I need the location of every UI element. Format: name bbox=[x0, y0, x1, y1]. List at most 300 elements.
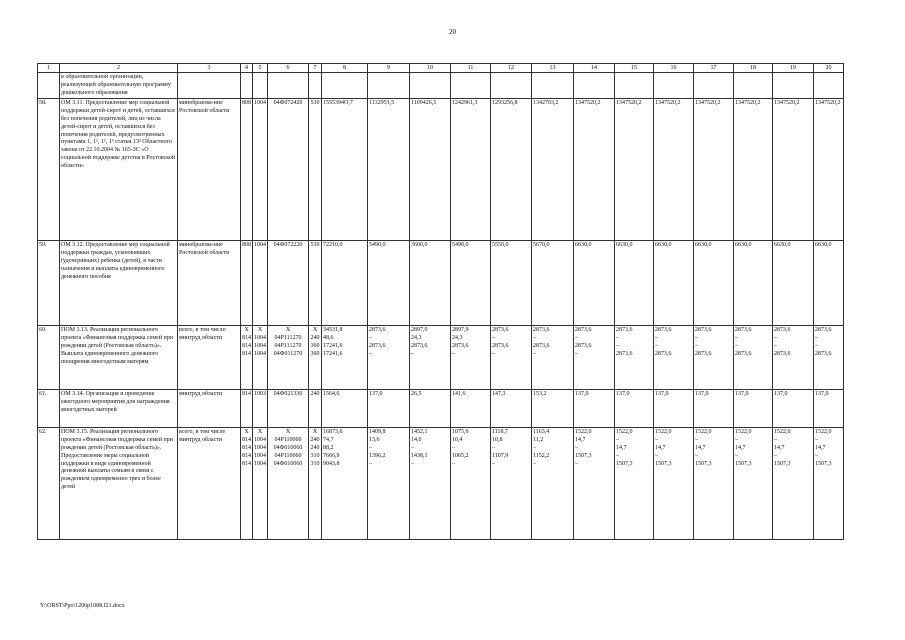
value-line: – bbox=[616, 452, 619, 459]
value-line: 1004 bbox=[254, 342, 266, 349]
value-cell bbox=[368, 428, 410, 540]
value-line: – bbox=[815, 452, 818, 459]
value-line: 2873,6 bbox=[492, 342, 509, 349]
value-cell bbox=[268, 99, 309, 241]
value-line: 1004 bbox=[254, 460, 266, 467]
value-line: – bbox=[774, 452, 777, 459]
value-line: 1118,7 bbox=[492, 429, 509, 436]
value-cell bbox=[322, 99, 368, 241]
value-line: 7666,9 bbox=[323, 452, 340, 459]
table-cell bbox=[615, 73, 654, 99]
value-line: 2873,6 bbox=[533, 342, 550, 349]
value-cell bbox=[322, 326, 368, 390]
value-cell bbox=[451, 326, 491, 390]
value-line: Х bbox=[257, 429, 263, 436]
file-path-footer: Y:\ORST\Ppo\1206p1008.f21.docx bbox=[40, 603, 125, 609]
header-cell: 1 bbox=[38, 64, 60, 73]
value-line: 137,0 bbox=[695, 391, 709, 398]
value-line: – bbox=[369, 335, 372, 342]
value-line: – bbox=[575, 444, 578, 451]
value-cell bbox=[694, 241, 734, 326]
value-line: 2873,6 bbox=[735, 350, 752, 357]
row-name: ПОМ 3.15. Реализация регионального проекта «Финансовая поддержка семей при рождении детей (Ростовская область)». Предоставление меры социальной поддержки в виде единовременной денежной выплаты семьям в связи с рождением одновременно трех и более детей bbox=[60, 428, 178, 540]
header-cell: 13 bbox=[532, 64, 574, 73]
value-cell bbox=[694, 326, 734, 390]
value-cell bbox=[253, 326, 268, 390]
value-line: 1004 bbox=[254, 242, 266, 249]
value-line: 88,2 bbox=[323, 444, 334, 451]
value-line: 1152,2 bbox=[533, 452, 550, 459]
value-line: 04Ф010060 bbox=[273, 444, 303, 451]
value-line: 2873,6 bbox=[655, 327, 672, 334]
header-cell: 4 bbox=[241, 64, 253, 73]
value-line: – bbox=[533, 460, 536, 467]
value-cell bbox=[268, 390, 309, 428]
row-number: 61. bbox=[38, 390, 60, 428]
value-line: 17241,6 bbox=[323, 350, 343, 357]
value-line: 2873,6 bbox=[735, 327, 752, 334]
value-line: 6630,0 bbox=[655, 242, 672, 249]
table-cell bbox=[734, 73, 773, 99]
value-line: 14,7 bbox=[695, 444, 706, 451]
value-line: – bbox=[655, 452, 658, 459]
header-cell: 2 bbox=[60, 64, 178, 73]
value-line: 14,7 bbox=[575, 437, 586, 444]
header-cell: 17 bbox=[694, 64, 734, 73]
value-line: 1004 bbox=[254, 452, 266, 459]
value-cell bbox=[654, 390, 694, 428]
value-line: 14,7 bbox=[616, 444, 627, 451]
value-cell bbox=[694, 428, 734, 540]
value-line: 2873,6 bbox=[575, 342, 592, 349]
value-line: 2873,6 bbox=[815, 327, 832, 334]
value-line: 14,7 bbox=[774, 444, 785, 451]
row-number: 58. bbox=[38, 99, 60, 241]
value-cell bbox=[773, 326, 814, 390]
row-name: ПОМ 3.13. Реализация регионального проекта «Финансовая поддержка семей при рождении детей (Ростовская область)». Выплата единовременного денежного поощрения многодетным матерям bbox=[60, 326, 178, 390]
table-row bbox=[38, 428, 844, 540]
value-cell bbox=[814, 326, 844, 390]
value-line: – bbox=[735, 452, 738, 459]
value-line: 3600,0 bbox=[411, 242, 428, 249]
value-cell bbox=[410, 241, 451, 326]
value-line: – bbox=[774, 335, 777, 342]
value-line: 1522,0 bbox=[655, 429, 672, 436]
value-line: 04Ф072420 bbox=[273, 100, 303, 107]
value-line: 1347520,2 bbox=[815, 100, 841, 107]
value-line: 10,8 bbox=[492, 437, 503, 444]
value-line: 6630,0 bbox=[616, 242, 633, 249]
value-cell bbox=[814, 390, 844, 428]
value-line: 240 bbox=[310, 391, 320, 398]
budget-table bbox=[37, 63, 844, 540]
row-executor: всего, в том числе минтруд области bbox=[178, 428, 241, 540]
value-line: Х bbox=[312, 429, 318, 436]
table-cell bbox=[178, 73, 241, 99]
value-cell bbox=[734, 241, 773, 326]
value-cell bbox=[410, 390, 451, 428]
value-line: – bbox=[411, 444, 414, 451]
value-line: 04Ф021330 bbox=[273, 391, 303, 398]
value-line: 1293256,8 bbox=[492, 100, 518, 107]
header-cell: 20 bbox=[814, 64, 844, 73]
value-line: 1507,3 bbox=[575, 452, 592, 459]
value-line: – bbox=[695, 452, 698, 459]
value-line: 310 bbox=[310, 460, 320, 467]
value-line: 72210,0 bbox=[323, 242, 343, 249]
value-line: 14,7 bbox=[655, 444, 666, 451]
header-cell: 18 bbox=[734, 64, 773, 73]
value-line: Х bbox=[285, 327, 291, 334]
value-cell bbox=[814, 241, 844, 326]
value-cell bbox=[309, 241, 322, 326]
value-line: 04Р111270 bbox=[274, 342, 302, 349]
value-cell bbox=[309, 390, 322, 428]
value-cell bbox=[451, 241, 491, 326]
value-line: – bbox=[735, 342, 738, 349]
table-cell bbox=[532, 73, 574, 99]
value-line: 1004 bbox=[254, 444, 266, 451]
value-cell bbox=[773, 390, 814, 428]
value-line: 14,7 bbox=[815, 444, 826, 451]
value-cell bbox=[615, 241, 654, 326]
value-line: 814 bbox=[242, 335, 251, 342]
value-cell bbox=[368, 99, 410, 241]
value-line: – bbox=[616, 437, 619, 444]
value-line: 2897,9 bbox=[452, 327, 469, 334]
value-line: 240 bbox=[310, 444, 320, 451]
value-line: 14,0 bbox=[411, 437, 422, 444]
value-line: – bbox=[492, 444, 495, 451]
value-line: 6630,0 bbox=[774, 242, 791, 249]
value-line: 5670,0 bbox=[533, 242, 550, 249]
value-line: – bbox=[695, 437, 698, 444]
value-line: 360 bbox=[310, 350, 320, 357]
value-line: 814 bbox=[242, 460, 251, 467]
value-line: 2873,6 bbox=[695, 350, 712, 357]
value-line: 137,0 bbox=[616, 391, 630, 398]
table-cell bbox=[773, 73, 814, 99]
value-line: 530 bbox=[310, 242, 320, 249]
row-number: 62. bbox=[38, 428, 60, 540]
value-cell bbox=[532, 390, 574, 428]
value-cell bbox=[734, 326, 773, 390]
value-line: 814 bbox=[242, 342, 251, 349]
value-line: 9043,8 bbox=[323, 460, 340, 467]
value-cell bbox=[615, 326, 654, 390]
value-line: 1163,4 bbox=[533, 429, 550, 436]
value-line: 1564,6 bbox=[323, 391, 340, 398]
value-line: – bbox=[735, 437, 738, 444]
value-line: – bbox=[695, 335, 698, 342]
table-cell bbox=[368, 73, 410, 99]
value-cell bbox=[410, 326, 451, 390]
value-line: – bbox=[815, 342, 818, 349]
value-line: – bbox=[411, 350, 414, 357]
budget-table-container bbox=[37, 63, 844, 540]
header-cell: 16 bbox=[654, 64, 694, 73]
value-line: – bbox=[774, 342, 777, 349]
value-line: 141,6 bbox=[452, 391, 466, 398]
value-line: 2873,6 bbox=[616, 350, 633, 357]
value-line: – bbox=[815, 437, 818, 444]
value-line: 04Ф011270 bbox=[273, 350, 303, 357]
value-line: – bbox=[575, 350, 578, 357]
value-line: – bbox=[452, 444, 455, 451]
value-line: 1507,3 bbox=[774, 460, 791, 467]
value-line: 1065,2 bbox=[452, 452, 469, 459]
header-cell: 15 bbox=[615, 64, 654, 73]
value-line: 1004 bbox=[254, 100, 266, 107]
value-line: Х bbox=[312, 327, 318, 334]
value-cell bbox=[491, 99, 532, 241]
value-cell bbox=[451, 99, 491, 241]
value-cell bbox=[268, 241, 309, 326]
value-line: 17241,6 bbox=[323, 342, 343, 349]
value-line: – bbox=[452, 460, 455, 467]
value-cell bbox=[574, 390, 615, 428]
value-line: 04Ф072220 bbox=[273, 242, 303, 249]
value-line: – bbox=[411, 460, 414, 467]
value-cell bbox=[309, 428, 322, 540]
value-cell bbox=[368, 390, 410, 428]
row-number: 60. bbox=[38, 326, 60, 390]
value-line: 2873,6 bbox=[655, 350, 672, 357]
table-cell bbox=[491, 73, 532, 99]
value-line: 14,7 bbox=[735, 444, 746, 451]
value-line: 2897,9 bbox=[411, 327, 428, 334]
value-cell bbox=[734, 99, 773, 241]
value-cell bbox=[491, 428, 532, 540]
value-line: 814 bbox=[242, 350, 251, 357]
value-cell bbox=[532, 428, 574, 540]
table-row bbox=[38, 390, 844, 428]
value-cell bbox=[368, 241, 410, 326]
table-cell bbox=[451, 73, 491, 99]
value-cell bbox=[491, 326, 532, 390]
value-line: 24,3 bbox=[452, 335, 463, 342]
value-line: 1507,3 bbox=[695, 460, 712, 467]
value-cell bbox=[451, 390, 491, 428]
value-line: 04Р110060 bbox=[274, 452, 302, 459]
header-cell: 12 bbox=[491, 64, 532, 73]
value-line: – bbox=[533, 335, 536, 342]
value-line: 137,0 bbox=[774, 391, 788, 398]
value-line: – bbox=[369, 444, 372, 451]
value-line: Х bbox=[285, 429, 291, 436]
value-line: 1522,0 bbox=[695, 429, 712, 436]
value-line: 74,7 bbox=[323, 437, 334, 444]
value-cell bbox=[322, 241, 368, 326]
table-cell bbox=[253, 73, 268, 99]
value-cell bbox=[253, 241, 268, 326]
value-cell bbox=[491, 390, 532, 428]
row-executor: минобразова-ние Ростовской области bbox=[178, 99, 241, 241]
value-line: 2873,6 bbox=[575, 327, 592, 334]
value-line: 240 bbox=[310, 335, 320, 342]
value-cell bbox=[241, 428, 253, 540]
value-cell bbox=[491, 241, 532, 326]
page-number: 20 bbox=[449, 28, 456, 36]
value-cell bbox=[654, 241, 694, 326]
value-line: 153,2 bbox=[533, 391, 547, 398]
value-line: 310 bbox=[310, 452, 320, 459]
value-line: – bbox=[575, 335, 578, 342]
value-cell bbox=[574, 99, 615, 241]
row-name: ОМ 3.12. Предоставление мер социальной поддержки граждан, усыновивших (удочеривших) ребенка (детей), в части назначения и выплаты единовременного денежного пособия bbox=[60, 241, 178, 326]
value-line: 808 bbox=[242, 242, 251, 249]
value-cell bbox=[734, 390, 773, 428]
table-cell bbox=[309, 73, 322, 99]
value-line: – bbox=[735, 335, 738, 342]
value-cell bbox=[773, 428, 814, 540]
value-cell bbox=[615, 428, 654, 540]
value-line: – bbox=[815, 335, 818, 342]
value-cell bbox=[241, 99, 253, 241]
value-line: 16873,6 bbox=[323, 429, 343, 436]
value-line: 1132951,5 bbox=[369, 100, 395, 107]
value-cell bbox=[694, 99, 734, 241]
value-line: 2873,6 bbox=[369, 342, 386, 349]
header-cell: 6 bbox=[268, 64, 309, 73]
table-cell bbox=[322, 73, 368, 99]
value-cell bbox=[574, 326, 615, 390]
value-line: – bbox=[575, 460, 578, 467]
value-cell bbox=[268, 326, 309, 390]
value-line: 1409,8 bbox=[369, 429, 386, 436]
value-line: Х bbox=[244, 327, 249, 334]
value-line: – bbox=[533, 350, 536, 357]
value-line: – bbox=[655, 335, 658, 342]
value-line: 1522,0 bbox=[774, 429, 791, 436]
value-line: 6630,0 bbox=[695, 242, 712, 249]
value-cell bbox=[309, 99, 322, 241]
value-line: – bbox=[695, 342, 698, 349]
value-cell bbox=[410, 99, 451, 241]
table-cell bbox=[410, 73, 451, 99]
value-line: 48,6 bbox=[323, 335, 334, 342]
value-cell bbox=[532, 241, 574, 326]
value-line: 1004 bbox=[254, 350, 266, 357]
value-cell bbox=[309, 326, 322, 390]
value-line: 2873,6 bbox=[774, 327, 791, 334]
value-line: 2873,6 bbox=[452, 342, 469, 349]
value-line: – bbox=[369, 350, 372, 357]
value-line: Х bbox=[244, 429, 249, 436]
value-line: Х bbox=[257, 327, 263, 334]
value-cell bbox=[574, 241, 615, 326]
value-cell bbox=[814, 99, 844, 241]
value-line: – bbox=[616, 342, 619, 349]
value-line: 1555394О,7 bbox=[323, 100, 353, 107]
value-line: 6630,0 bbox=[575, 242, 592, 249]
header-cell: 7 bbox=[309, 64, 322, 73]
value-cell bbox=[253, 428, 268, 540]
table-cell bbox=[814, 73, 844, 99]
value-cell bbox=[654, 99, 694, 241]
table-row bbox=[38, 99, 844, 241]
value-line: – bbox=[492, 335, 495, 342]
row-name: в образовательной организации, реализующей образовательную программу дошкольного образования bbox=[60, 73, 178, 99]
row-name: ОМ 3.11. Предоставление мер социальной поддержки детей-сирот и детей, оставшихся без попечения родителей, лиц из числа детей-сирот и детей, оставшихся без попечения родителей, предусмотренных пунктами 1, 1¹, 1², 1³ статьи 13² Областного закона от 22.10.2004 № 165-ЗС «О социальной поддержке детства в Ростовской области» bbox=[60, 99, 178, 241]
value-line: 1507,3 bbox=[735, 460, 752, 467]
value-cell bbox=[734, 428, 773, 540]
value-line: 137,0 bbox=[815, 391, 829, 398]
value-line: 530 bbox=[310, 100, 320, 107]
row-number: 59. bbox=[38, 241, 60, 326]
value-line: 1452,1 bbox=[411, 429, 428, 436]
value-line: 1396,2 bbox=[369, 452, 386, 459]
value-cell bbox=[368, 326, 410, 390]
value-line: 1522,0 bbox=[815, 429, 832, 436]
value-line: 2873,6 bbox=[492, 327, 509, 334]
header-cell: 9 bbox=[368, 64, 410, 73]
value-line: – bbox=[655, 342, 658, 349]
value-line: 2873,6 bbox=[369, 327, 386, 334]
table-cell bbox=[654, 73, 694, 99]
header-cell: 11 bbox=[451, 64, 491, 73]
value-line: 137,0 bbox=[655, 391, 669, 398]
value-cell bbox=[253, 390, 268, 428]
value-line: 2873,6 bbox=[533, 327, 550, 334]
value-line: 1522,0 bbox=[616, 429, 633, 436]
value-cell bbox=[615, 99, 654, 241]
value-line: 6630,0 bbox=[815, 242, 832, 249]
value-line: 1004 bbox=[254, 335, 266, 342]
value-line: 1507,3 bbox=[616, 460, 633, 467]
header-row bbox=[38, 64, 844, 73]
table-cell bbox=[268, 73, 309, 99]
value-cell bbox=[615, 390, 654, 428]
value-line: 5490,0 bbox=[452, 242, 469, 249]
value-line: 24,3 bbox=[411, 335, 422, 342]
value-line: 360 bbox=[310, 342, 320, 349]
value-line: 2873,6 bbox=[815, 350, 832, 357]
value-line: 26,5 bbox=[411, 391, 422, 398]
value-line: 137,0 bbox=[575, 391, 589, 398]
value-line: 1109426,5 bbox=[411, 100, 437, 107]
value-line: 1507,3 bbox=[815, 460, 832, 467]
value-cell bbox=[532, 99, 574, 241]
value-line: 1347520,2 bbox=[735, 100, 761, 107]
header-cell: 10 bbox=[410, 64, 451, 73]
value-line: 34531,8 bbox=[323, 327, 343, 334]
value-line: 5490,0 bbox=[369, 242, 386, 249]
value-line: 1522,0 bbox=[735, 429, 752, 436]
table-cell bbox=[241, 73, 253, 99]
table-cell bbox=[574, 73, 615, 99]
value-line: 1522,0 bbox=[575, 429, 592, 436]
value-cell bbox=[322, 428, 368, 540]
row-name: ОМ 3.14. Организация и проведение ежегодного мероприятия для награждения многодетных матерей bbox=[60, 390, 178, 428]
value-cell bbox=[322, 390, 368, 428]
value-line: 1075,6 bbox=[452, 429, 469, 436]
row-executor: минобразова-ние Ростовской области bbox=[178, 241, 241, 326]
value-line: 1342703,2 bbox=[533, 100, 559, 107]
value-line: 1438,1 bbox=[411, 452, 428, 459]
value-cell bbox=[268, 428, 309, 540]
value-line: 1347520,2 bbox=[575, 100, 601, 107]
value-cell bbox=[241, 241, 253, 326]
value-line: 04Р111270 bbox=[274, 335, 302, 342]
value-cell bbox=[694, 390, 734, 428]
value-cell bbox=[451, 428, 491, 540]
value-line: 2873,6 bbox=[616, 327, 633, 334]
value-line: 04Р110060 bbox=[274, 437, 302, 444]
value-cell bbox=[532, 326, 574, 390]
header-cell: 8 bbox=[322, 64, 368, 73]
value-line: 240 bbox=[310, 437, 320, 444]
